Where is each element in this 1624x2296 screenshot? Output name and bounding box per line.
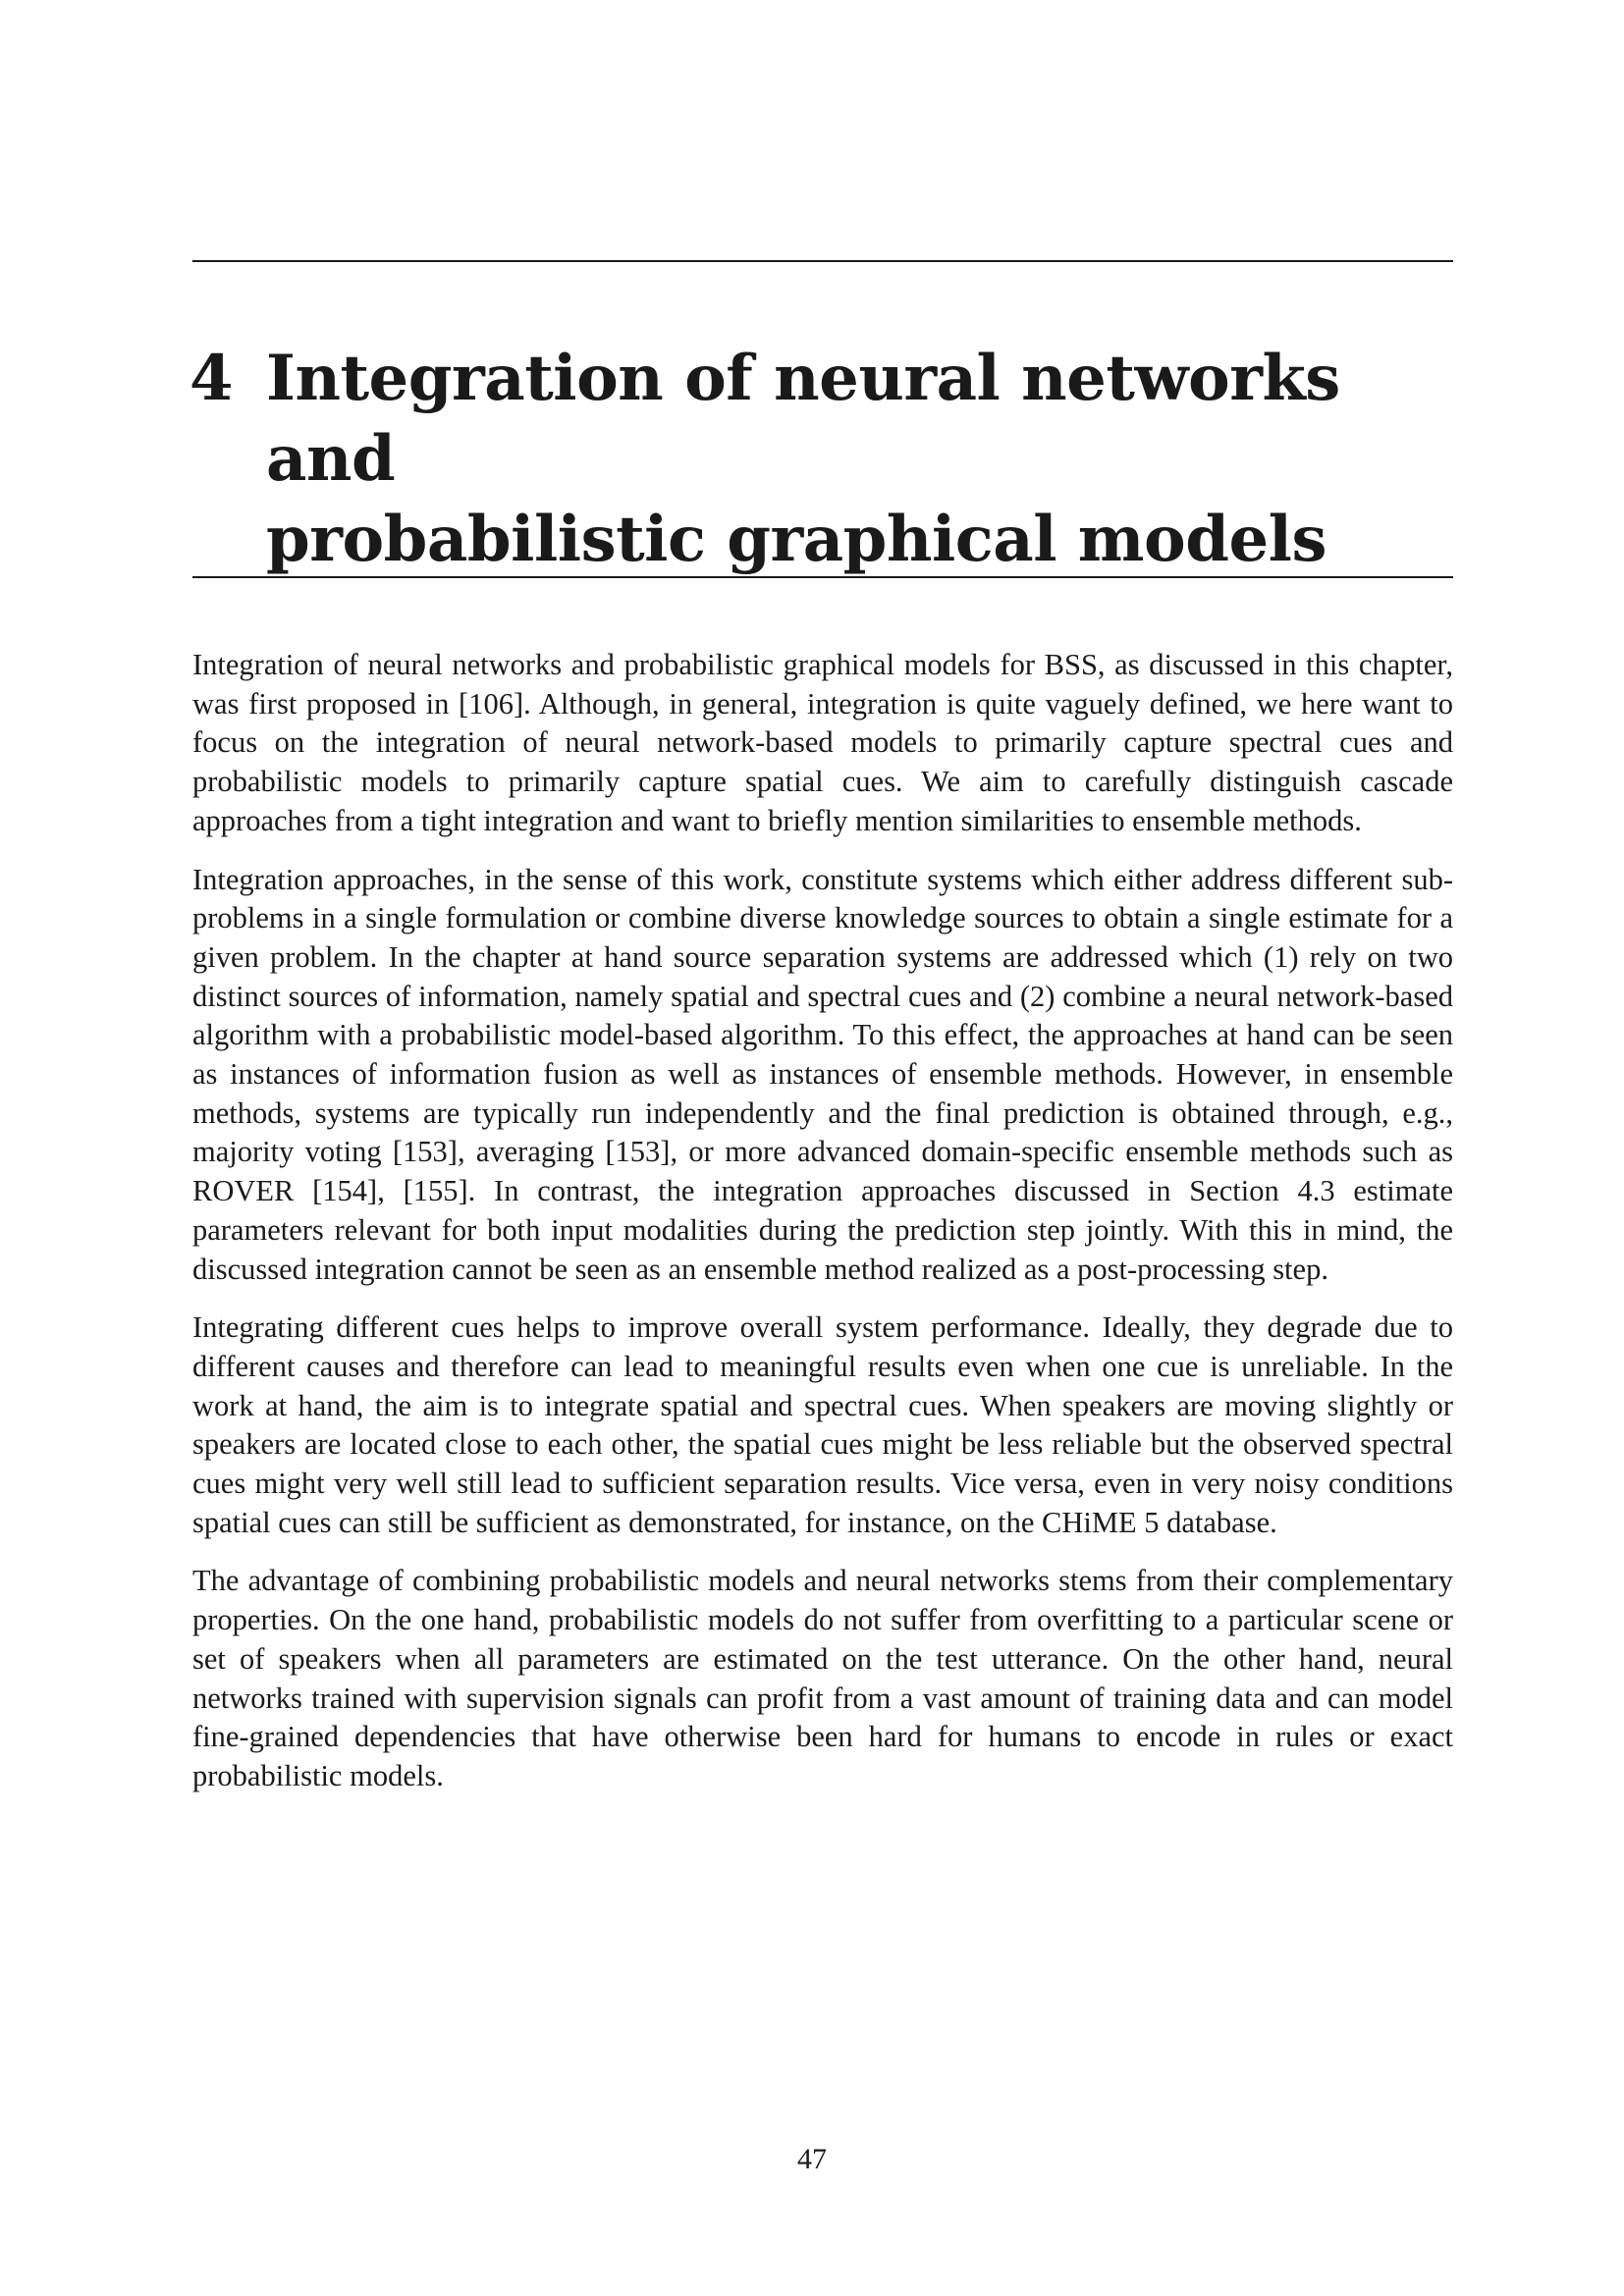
chapter-title-line-2: probabilistic graphical models xyxy=(266,503,1326,576)
chapter-number: 4 xyxy=(189,342,234,415)
paragraph-1: Integration of neural networks and probabilistic graphical models for BSS, as discussed in this chapter, was first proposed in [106]. Although, in general, integration is quite vaguely defined, we here want to focus on the integration of neural network-based models to primarily capture spectral cues and probabilistic models to primarily capture spatial cues. We aim to carefully distinguish cascade approaches from a tight integration and want to briefly mention similarities to ensemble methods. xyxy=(192,648,1453,837)
chapter-heading xyxy=(189,339,1466,580)
body-text xyxy=(192,646,1453,1816)
page-number: 47 xyxy=(797,2143,827,2175)
chapter-title-line-1: Integration of neural networks and xyxy=(266,342,1340,496)
paragraph-3: Integrating different cues helps to improve overall system performance. Ideally, they degrade due to different causes and therefore can lead to meaningful results even when one cue is unreliable. In the work at hand, the aim is to integrate spatial and spectral cues. When speakers are moving slightly or speakers are located close to each other, the spatial cues might be less reliable but the observed spectral cues might very well still lead to sufficient separation results. Vice versa, even in very noisy conditions spatial cues can still be sufficient as demonstrated, for instance, on the CHiME 5 database. xyxy=(192,1310,1453,1539)
chapter-bottom-rule xyxy=(192,576,1453,578)
chapter-title xyxy=(266,339,1466,580)
paragraph-2: Integration approaches, in the sense of this work, constitute systems which either address different sub-problems in a single formulation or combine diverse knowledge sources to obtain a single estimate for a given problem. In the chapter at hand source separation systems are addressed which (1) rely on two distinct sources of information, namely spatial and spectral cues and (2) combine a neural network-based algorithm with a probabilistic model-based algorithm. To this effect, the approaches at hand can be seen as instances of information fusion as well as instances of ensemble methods. However, in ensemble methods, systems are typically run independently and the final prediction is obtained through, e.g., majority voting [153], averaging [153], or more advanced domain-specific ensemble methods such as ROVER [154], [155]. In contrast, the integration approaches discussed in Section 4.3 estimate parameters relevant for both input modalities during the prediction step jointly. With this in mind, the discussed integration cannot be seen as an ensemble method realized as a post-processing step. xyxy=(192,862,1453,1286)
paragraph-4: The advantage of combining probabilistic models and neural networks stems from their complementary properties. On the one hand, probabilistic models do not suffer from overfitting to a particular scene or set of speakers when all parameters are estimated on the test utterance. On the other hand, neural networks trained with supervision signals can profit from a vast amount of training data and can model fine-grained dependencies that have otherwise been hard for humans to encode in rules or exact probabilistic models. xyxy=(192,1564,1453,1792)
chapter-top-rule xyxy=(192,260,1453,262)
